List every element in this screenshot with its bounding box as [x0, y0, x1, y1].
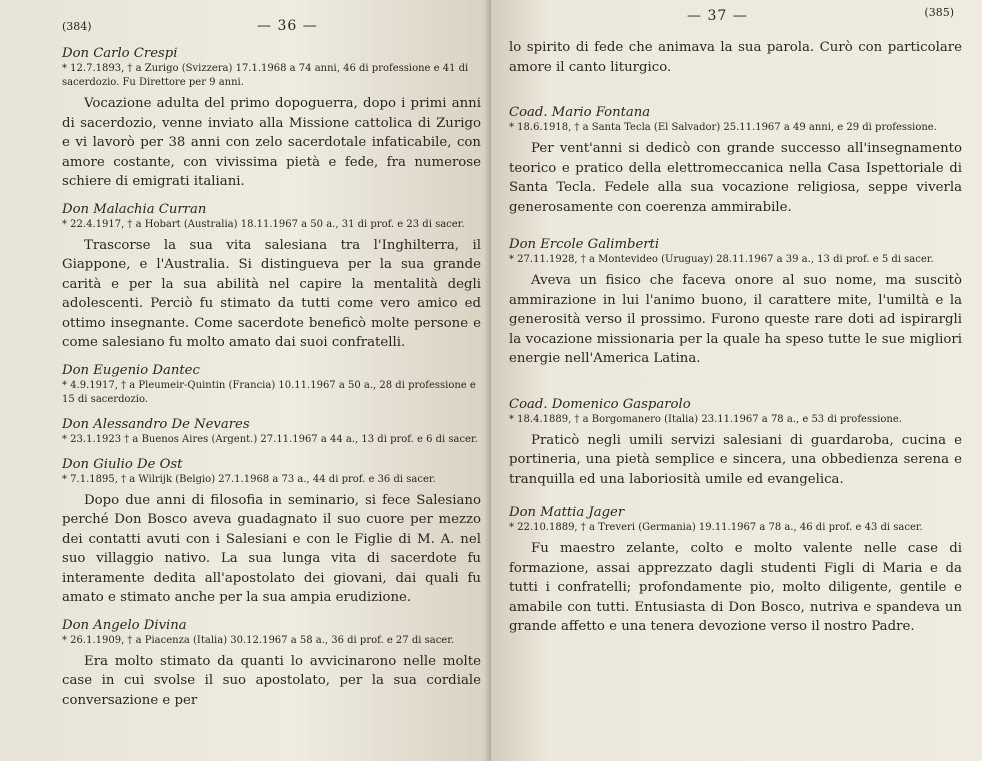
obituary-entry [509, 505, 962, 637]
obituary-entry [62, 363, 481, 407]
obituary-entry [62, 202, 481, 353]
entry-dates: * 23.1.1923 † a Buenos Aires (Argent.) 27.11.1967 a 44 a., 13 di prof. e 6 di sacer. [62, 433, 478, 445]
obituary-entry [62, 417, 481, 447]
entry-dates: * 18.6.1918, † a Santa Tecla (El Salvador) 25.11.1967 a 49 anni, e 29 di professione. [509, 122, 937, 133]
left-page-number: (384) [62, 20, 92, 33]
entry-dates: * 7.1.1895, † a Wilrijk (Belgio) 27.1.1968 a 73 a., 44 di prof. e 36 di sacer. [62, 473, 436, 485]
obituary-entry [509, 105, 962, 217]
entry-name: Don Alessandro De Nevares [62, 416, 250, 432]
entry-body: Aveva un fisico che faceva onore al suo nome, ma suscitò ammirazione in lui l'animo buono, il carattere mite, l'umiltà e la generosità verso il prossimo. Furono queste rare doti ad ispirargli la vocazione missionaria per la quale ha speso tutte le sue migliori energie nell'America Latina. [509, 273, 962, 366]
entry-body: Fu maestro zelante, colto e molto valente nelle case di formazione, assai apprezzato dagli studenti Figli di Maria e da tutti i confratelli; profondamente pio, molto diligente, gentile e amabile con tutti. Entusiasta di Don Bosco, nutriva e spandeva un grande affetto e una tenera devozione verso il nostro Padre. [509, 541, 962, 634]
obituary-entry [62, 618, 481, 711]
obituary-entry [62, 457, 481, 608]
entry-name: Don Angelo Divina [62, 617, 187, 633]
right-folio: — 37 — [687, 8, 748, 24]
entry-dates: * 22.10.1889, † a Treveri (Germania) 19.11.1967 a 78 a., 46 di prof. e 43 di sacer. [509, 522, 923, 533]
entry-dates: * 22.4.1917, † a Hobart (Australia) 18.11.1967 a 50 a., 31 di prof. e 23 di sacer. [62, 218, 465, 230]
entry-dates: * 12.7.1893, † a Zurigo (Svizzera) 17.1.1968 a 74 anni, 46 di professione e 41 di sacerdozio. Fu Direttore per 9 anni. [62, 63, 469, 88]
right-page-number: (385) [924, 6, 954, 19]
entry-body: Trascorse la sua vita salesiana tra l'Inghilterra, il Giappone, e l'Australia. Si distingueva per la sua grande carità e per la sua abilità nel capire la mentalità degli adolescenti. Perciò fu stimato da tutti come vero amico ed ottimo insegnante. Come sacerdote beneficò molte persone e come salesiano fu molto amato dai suoi confratelli. [62, 237, 481, 350]
entry-name: Don Giulio De Ost [62, 456, 183, 472]
entry-body: Per vent'anni si dedicò con grande successo all'insegnamento teorico e pratico della elettromeccanica nella Casa Ispettoriale di Santa Tecla. Fedele alla sua vocazione religiosa, seppe viverla generosamente con coerenza ammirabile. [509, 141, 962, 215]
left-folio: — 36 — [257, 18, 318, 34]
obituary-entry [62, 46, 481, 192]
entry-body: Vocazione adulta del primo dopoguerra, dopo i primi anni di sacerdozio, venne inviato alla Missione cattolica di Zurigo e vi lavorò per 38 anni con zelo sacerdotale infaticabile, con amore costante, con vivissima pietà e fede, fra numerose schiere di emigrati italiani. [62, 96, 481, 189]
entry-name: Don Eugenio Dantec [62, 362, 200, 378]
entry-body: Praticò negli umili servizi salesiani di guardaroba, cucina e portineria, una pietà semplice e sincera, una obbedienza serena e tranquilla ed una laboriosità umile ed evangelica. [509, 432, 962, 487]
entry-name: Don Malachia Curran [62, 201, 207, 217]
entry-body: Era molto stimato da quanti lo avvicinarono nelle molte case in cui svolse il suo apostolato, per la sua cordiale conversazione e per [62, 653, 481, 708]
left-page-header [62, 18, 481, 40]
entry-body: Dopo due anni di filosofia in seminario, si fece Salesiano perché Don Bosco aveva guadagnato il suo cuore per mezzo dei contatti avuti con i Salesiani e con le Figlie di M. A. nel suo villaggio nativo. La sua lunga vita di sacerdote fu interamente dedita all'apostolato dei giovani, dai quali fu amato e stimato anche per la sua ampia erudizione. [62, 492, 481, 605]
entry-name: Coad. Domenico Gasparolo [509, 396, 691, 412]
entry-name: Don Ercole Galimberti [509, 237, 660, 252]
obituary-entry [509, 237, 962, 369]
entry-dates: * 4.9.1917, † a Pleumeir-Quintin (Francia) 10.11.1967 a 50 a., 28 di professione e 15 di sacerdozio. [62, 379, 476, 405]
entry-dates: * 18.4.1889, † a Borgomanero (Italia) 23.11.1967 a 78 a., e 53 di professione. [509, 413, 902, 425]
right-page-header [509, 8, 962, 30]
obituary-entry [509, 397, 962, 490]
entry-name: Coad. Mario Fontana [509, 105, 651, 120]
entry-dates: * 27.11.1928, † a Montevideo (Uruguay) 28.11.1967 a 39 a., 13 di prof. e 5 di sacer. [509, 254, 934, 265]
right-page [491, 0, 982, 761]
entry-dates: * 26.1.1909, † a Piacenza (Italia) 30.12.1967 a 58 a., 36 di prof. e 27 di sacer. [62, 634, 455, 646]
entry-name: Don Mattia Jager [509, 505, 625, 520]
continued-text: lo spirito di fede che animava la sua parola. Curò con particolare amore il canto liturgico. [509, 40, 962, 75]
entry-name: Don Carlo Crespi [62, 46, 178, 61]
